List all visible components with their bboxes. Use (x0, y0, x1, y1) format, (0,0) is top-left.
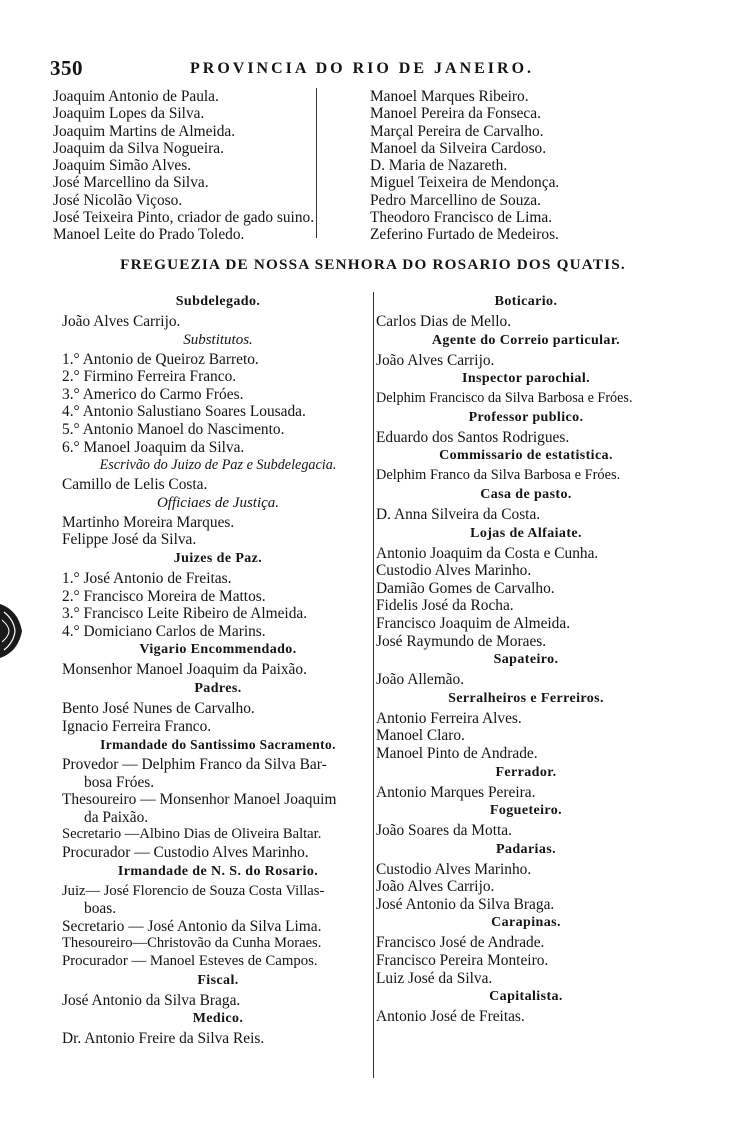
entry: Francisco Pereira Monteiro. (376, 952, 549, 970)
entry: Secretario — José Antonio da Silva Lima. (62, 917, 322, 935)
entry: 6.° Manoel Joaquim da Silva. (62, 438, 245, 456)
continued-list-right (370, 88, 690, 244)
entry: Manoel Pinto de Andrade. (376, 744, 538, 762)
entry: Provedor — Delphim Franco da Silva Bar- (62, 756, 327, 774)
heading-boticario: Boticario. (494, 294, 558, 309)
running-title: PROVINCIA DO RIO DE JANEIRO. (190, 60, 535, 77)
list-item: Manoel da Silveira Cardoso. (370, 139, 547, 157)
heading-padarias: Padarias. (496, 841, 556, 857)
entry: Felippe José da Silva. (62, 531, 197, 549)
entry: Delphim Franco da Silva Barbosa e Fróes. (376, 467, 621, 484)
heading-commissario: Commissario de estatistica. (439, 448, 613, 464)
entry: 4.° Antonio Salustiano Soares Lousada. (62, 403, 306, 421)
heading-casa-de-pasto: Casa de pasto. (480, 486, 572, 502)
entry: Antonio Marques Pereira. (376, 783, 536, 801)
heading-subdelegado: Subdelegado. (175, 294, 261, 309)
entry: Damião Gomes de Carvalho. (376, 579, 555, 597)
binding-edge-mark (0, 600, 30, 662)
column-divider (316, 88, 317, 238)
entry: Francisco José de Andrade. (376, 934, 545, 952)
page-number: 350 (50, 56, 83, 80)
entry: Juiz— José Florencio de Souza Costa Villas- (62, 882, 325, 899)
heading-alfaiate: Lojas de Alfaiate. (470, 525, 582, 541)
entry: 2.° Francisco Moreira de Mattos. (62, 587, 266, 605)
heading-medico: Medico. (192, 1011, 244, 1027)
entry: Antonio José de Freitas. (376, 1008, 525, 1026)
heading-fiscal: Fiscal. (197, 972, 239, 988)
continued-list-left (53, 88, 368, 244)
entry: José Antonio da Silva Braga. (376, 895, 555, 913)
entry: Fidelis José da Rocha. (376, 597, 514, 615)
entry: Camillo de Lelis Costa. (62, 476, 208, 494)
list-item: Manoel Pereira da Fonseca. (370, 105, 541, 123)
heading-officiaes: Officiaes de Justiça. (156, 494, 280, 511)
heading-professor: Professor publico. (468, 409, 584, 425)
heading-juizes: Juizes de Paz. (173, 550, 263, 566)
entry: Procurador — Custodio Alves Marinho. (62, 844, 309, 862)
entry: D. Anna Silveira da Costa. (376, 505, 541, 523)
heading-capitalista: Capitalista. (489, 989, 563, 1005)
entry: Thesoureiro — Monsenhor Manoel Joaquim (62, 791, 337, 809)
entry: Bento José Nunes de Carvalho. (62, 699, 255, 717)
heading-irmandade-rosario: Irmandade de N. S. do Rosario. (117, 863, 319, 879)
list-item: Pedro Marcellino de Souza. (370, 191, 541, 209)
list-item: Manoel Marques Ribeiro. (370, 88, 529, 105)
entry: João Soares da Motta. (376, 822, 512, 840)
entry: 3.° Americo do Carmo Fróes. (62, 385, 244, 403)
entry: Ignacio Ferreira Franco. (62, 717, 212, 735)
entry: 1.° Antonio de Queiroz Barreto. (62, 350, 259, 368)
entry: bosa Fróes. (84, 773, 155, 791)
entry: 4.° Domiciano Carlos de Marins. (62, 622, 266, 640)
entry: Custodio Alves Marinho. (376, 562, 532, 580)
page-header (50, 56, 690, 82)
entry: Antonio Joaquim da Costa e Cunha. (376, 544, 599, 562)
list-item: Joaquim Antonio de Paula. (53, 88, 219, 105)
heading-escrivao: Escrivão do Juizo de Paz e Subdelegacia. (99, 457, 337, 474)
entry: João Alves Carrijo. (376, 878, 495, 896)
heading-irmandade-sacramento: Irmandade do Santissimo Sacramento. (100, 737, 336, 753)
entry: João Allemão. (376, 671, 465, 689)
list-item: José Marcellino da Silva. (53, 174, 209, 192)
entry: Martinho Moreira Marques. (62, 513, 235, 531)
heading-correio: Agente do Correio particular. (431, 332, 621, 348)
list-item: José Nicolão Viçoso. (53, 191, 183, 209)
entry: João Alves Carrijo. (62, 313, 181, 330)
entry: João Alves Carrijo. (376, 351, 495, 369)
list-item: Zeferino Furtado de Medeiros. (370, 226, 559, 244)
heading-inspector: Inspector parochial. (461, 371, 591, 387)
heading-carapinas: Carapinas. (491, 915, 561, 931)
entry: Eduardo dos Santos Rodrigues. (376, 428, 570, 446)
list-item: José Teixeira Pinto, criador de gado suino. (53, 209, 315, 227)
entry: Delphim Francisco da Silva Barbosa e Fróes. (376, 390, 633, 407)
entry: Luiz José da Silva. (376, 969, 493, 987)
heading-padres: Padres. (194, 680, 242, 696)
entry: boas. (84, 900, 117, 918)
entry: Dr. Antonio Freire da Silva Reis. (62, 1030, 265, 1048)
entry: da Paixão. (84, 808, 149, 826)
heading-sapateiro: Sapateiro. (493, 652, 559, 668)
entry: Secretario —Albino Dias de Oliveira Baltar. (62, 826, 322, 843)
entry: Carlos Dias de Mello. (376, 313, 512, 330)
entry: 1.° José Antonio de Freitas. (62, 569, 232, 587)
entry: Francisco Joaquim de Almeida. (376, 614, 571, 632)
entry: José Antonio da Silva Braga. (62, 991, 241, 1009)
list-item: Theodoro Francisco de Lima. (370, 209, 553, 227)
heading-ferrador: Ferrador. (495, 764, 557, 780)
list-item: D. Maria de Nazareth. (370, 157, 508, 175)
list-item: Marçal Pereira de Carvalho. (370, 122, 544, 140)
entry: Monsenhor Manoel Joaquim da Paixão. (62, 661, 307, 679)
entry: Manoel Claro. (376, 727, 465, 745)
list-item: Miguel Teixeira de Mendonça. (370, 174, 560, 192)
left-column (62, 292, 374, 1048)
heading-vigario: Vigario Encommendado. (139, 642, 297, 658)
entry: 5.° Antonio Manoel do Nascimento. (62, 420, 285, 438)
list-item: Joaquim Martins de Almeida. (53, 122, 236, 140)
section-title: FREGUEZIA DE NOSSA SENHORA DO ROSARIO DOS QUATIS. (120, 256, 626, 273)
entry: 3.° Francisco Leite Ribeiro de Almeida. (62, 605, 308, 623)
list-item: Joaquim Lopes da Silva. (53, 105, 205, 123)
list-item: Manoel Leite do Prado Toledo. (53, 226, 245, 244)
entry: Antonio Ferreira Alves. (376, 709, 522, 727)
entry: Thesoureiro—Christovão da Cunha Moraes. (62, 935, 322, 952)
entry: José Raymundo de Moraes. (376, 632, 547, 650)
entry: Procurador — Manoel Esteves de Campos. (62, 953, 318, 970)
list-item: Joaquim da Silva Nogueira. (53, 139, 224, 157)
heading-substitutos: Substitutos. (183, 331, 253, 348)
right-column (376, 292, 676, 1026)
entry: Custodio Alves Marinho. (376, 860, 532, 878)
list-item: Joaquim Simão Alves. (53, 157, 192, 175)
heading-fogueteiro: Fogueteiro. (489, 803, 563, 819)
entry: 2.° Firmino Ferreira Franco. (62, 368, 237, 386)
heading-serralheiros: Serralheiros e Ferreiros. (448, 690, 604, 706)
